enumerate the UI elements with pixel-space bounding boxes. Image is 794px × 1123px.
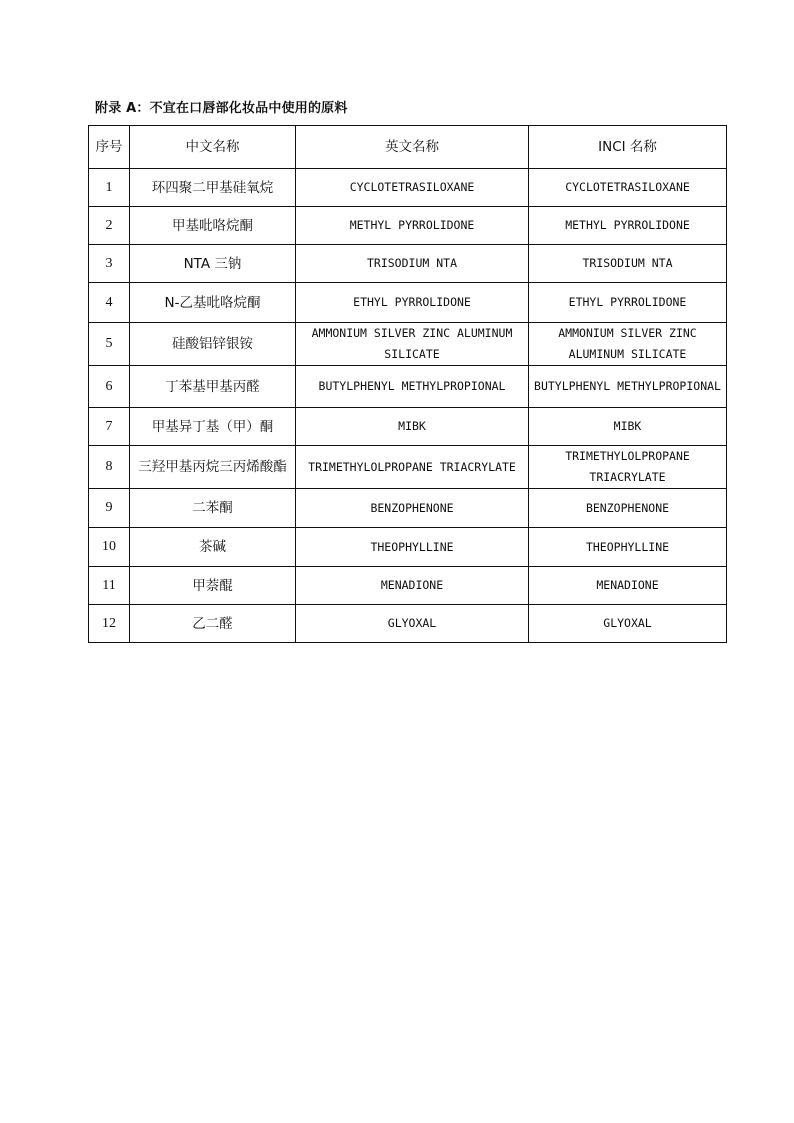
table-row: [89, 567, 727, 605]
row-inci-name: BENZOPHENONE: [529, 489, 727, 528]
row-number: 12: [89, 605, 130, 643]
row-english-name: CYCLOTETRASILOXANE: [296, 169, 529, 207]
row-english-name: GLYOXAL: [296, 605, 529, 643]
row-chinese-name: N-乙基吡咯烷酮: [130, 283, 296, 323]
row-number: 7: [89, 408, 130, 446]
table-row: [89, 446, 727, 489]
row-number: 11: [89, 567, 130, 605]
row-chinese-name: 甲基吡咯烷酮: [130, 207, 296, 245]
appendix-title: 附录 A：不宜在口唇部化妆品中使用的原料: [95, 101, 348, 116]
row-inci-name: GLYOXAL: [529, 605, 727, 643]
row-inci-name: AMMONIUM SILVER ZINC ALUMINUM SILICATE: [529, 323, 727, 366]
row-inci-name: TRIMETHYLOLPROPANE TRIACRYLATE: [529, 446, 727, 489]
table-row: [89, 489, 727, 528]
row-english-name: ETHYL PYRROLIDONE: [296, 283, 529, 323]
row-english-name: BUTYLPHENYL METHYLPROPIONAL: [296, 366, 529, 408]
row-english-name: THEOPHYLLINE: [296, 528, 529, 567]
row-english-name: MIBK: [296, 408, 529, 446]
table-header-row: [89, 126, 727, 169]
row-inci-name: ETHYL PYRROLIDONE: [529, 283, 727, 323]
table-row: [89, 366, 727, 408]
table-row: [89, 408, 727, 446]
row-number: 4: [89, 283, 130, 323]
table-row: [89, 169, 727, 207]
row-chinese-name: 环四聚二甲基硅氧烷: [130, 169, 296, 207]
row-inci-name: METHYL PYRROLIDONE: [529, 207, 727, 245]
header-chinese-name: 中文名称: [130, 126, 296, 169]
row-english-name: METHYL PYRROLIDONE: [296, 207, 529, 245]
row-english-name: TRIMETHYLOLPROPANE TRIACRYLATE: [296, 446, 529, 489]
row-inci-name: BUTYLPHENYL METHYLPROPIONAL: [529, 366, 727, 408]
row-inci-name: MIBK: [529, 408, 727, 446]
row-chinese-name: 三羟甲基丙烷三丙烯酸酯: [130, 446, 296, 489]
row-chinese-name: 硅酸铝锌银铵: [130, 323, 296, 366]
row-chinese-name: 乙二醛: [130, 605, 296, 643]
row-number: 1: [89, 169, 130, 207]
row-inci-name: TRISODIUM NTA: [529, 245, 727, 283]
table-row: [89, 323, 727, 366]
row-number: 3: [89, 245, 130, 283]
row-chinese-name: 甲基异丁基（甲）酮: [130, 408, 296, 446]
table-row: [89, 207, 727, 245]
restricted-ingredients-table: [88, 125, 727, 643]
table-row: [89, 528, 727, 567]
row-inci-name: THEOPHYLLINE: [529, 528, 727, 567]
row-number: 9: [89, 489, 130, 528]
row-inci-name: CYCLOTETRASILOXANE: [529, 169, 727, 207]
row-inci-name: MENADIONE: [529, 567, 727, 605]
row-english-name: AMMONIUM SILVER ZINC ALUMINUM SILICATE: [296, 323, 529, 366]
row-chinese-name: 茶碱: [130, 528, 296, 567]
row-number: 8: [89, 446, 130, 489]
row-english-name: BENZOPHENONE: [296, 489, 529, 528]
header-inci-name: INCI 名称: [529, 126, 727, 169]
row-chinese-name: 二苯酮: [130, 489, 296, 528]
row-english-name: TRISODIUM NTA: [296, 245, 529, 283]
header-english-name: 英文名称: [296, 126, 529, 169]
table-row: [89, 283, 727, 323]
row-chinese-name: 丁苯基甲基丙醛: [130, 366, 296, 408]
row-chinese-name: NTA 三钠: [130, 245, 296, 283]
table-row: [89, 605, 727, 643]
header-no: 序号: [89, 126, 130, 169]
row-english-name: MENADIONE: [296, 567, 529, 605]
row-number: 5: [89, 323, 130, 366]
row-number: 10: [89, 528, 130, 567]
row-number: 2: [89, 207, 130, 245]
table-row: [89, 245, 727, 283]
row-number: 6: [89, 366, 130, 408]
row-chinese-name: 甲萘醌: [130, 567, 296, 605]
